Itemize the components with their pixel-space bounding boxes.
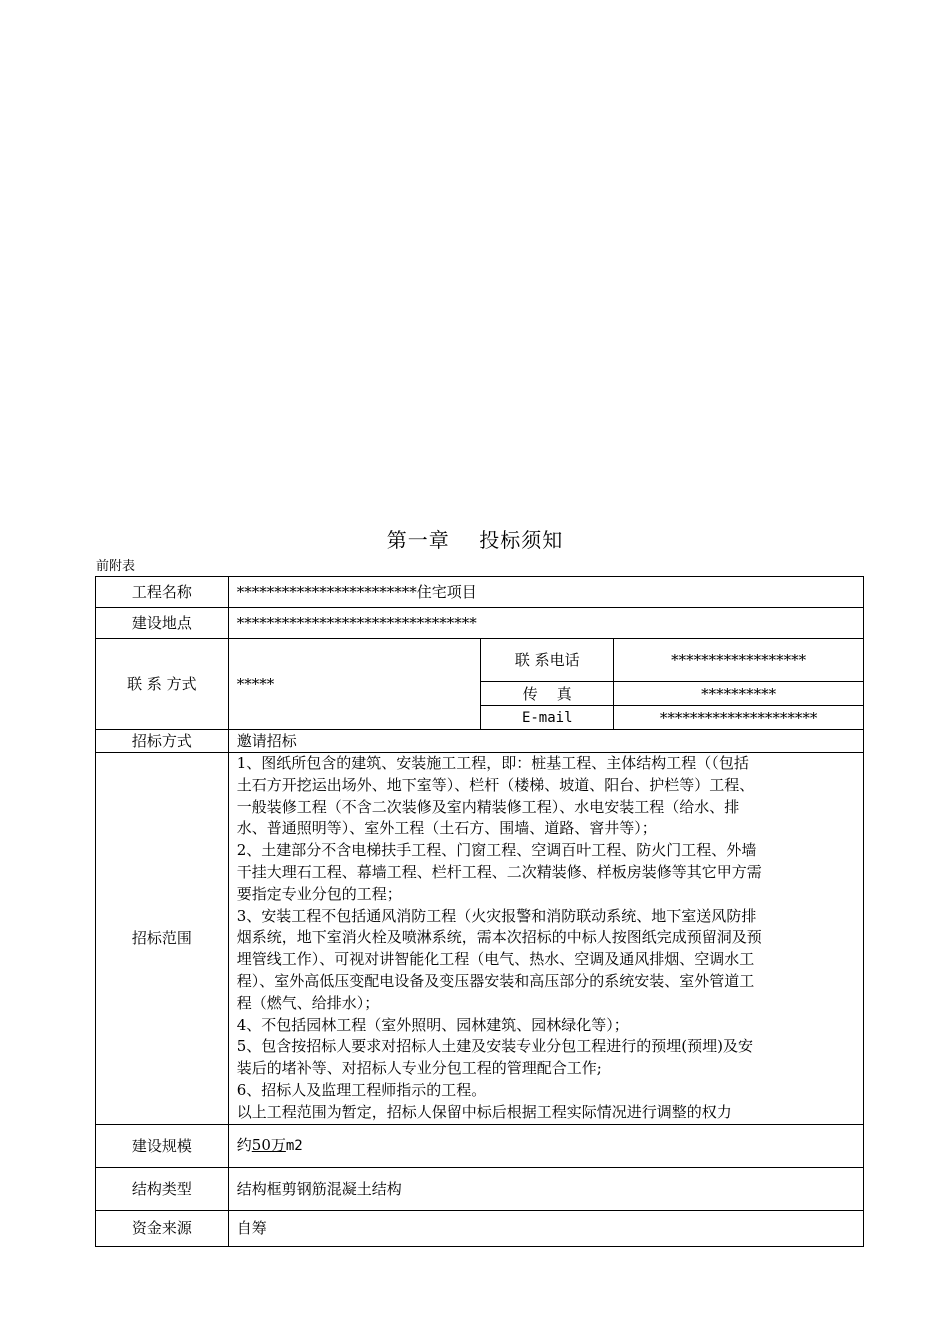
row-project-name	[96, 577, 864, 608]
scope-line: 程（燃气、给排水）；	[236, 993, 380, 1012]
project-name-value: ************************住宅项目	[228, 577, 863, 608]
fax-label: 传 真	[481, 682, 614, 706]
scale-value	[228, 1124, 863, 1167]
structure-value: 结构框剪钢筋混凝土结构	[228, 1167, 863, 1210]
contact-label: 联 系 方式	[96, 639, 229, 730]
scope-line: 一般装修工程（不含二次装修及室内精装修工程）、水电安装工程（给水、排	[236, 797, 740, 816]
contact-value: *****	[228, 639, 481, 730]
structure-label: 结构类型	[96, 1167, 229, 1210]
scope-line: 烟系统，地下室消火栓及喷淋系统，需本次招标的中标人按图纸完成预留洞及预	[236, 928, 762, 947]
row-scale	[96, 1124, 864, 1167]
scope-line: 土石方开挖运出场外、地下室等）、栏杆（楼梯、坡道、阳台、护栏等）工程、	[236, 775, 755, 794]
row-contact-phone	[96, 639, 864, 682]
site-label: 建设地点	[96, 608, 229, 639]
bid-method-value: 邀请招标	[228, 730, 863, 753]
row-structure	[96, 1167, 864, 1210]
row-site	[96, 608, 864, 639]
scope-line: 2、土建部分不含电梯扶手工程、门窗工程、空调百叶工程、防火门工程、外墙	[236, 841, 757, 860]
scope-line: 3、安装工程不包括通风消防工程（火灾报警和消防联动系统、地下室送风防排	[236, 906, 757, 925]
bid-method-label: 招标方式	[96, 730, 229, 753]
row-bid-method	[96, 730, 864, 753]
scale-prefix: 约	[236, 1136, 252, 1155]
chapter-title: 第一章 投标须知	[386, 528, 564, 552]
funding-label: 资金来源	[96, 1210, 229, 1246]
scope-line: 水、普通照明等）、室外工程（土石方、围墙、道路、窨井等）；	[236, 819, 657, 838]
scope-line: 装后的堵补等、对招标人专业分包工程的管理配合工作;	[236, 1059, 602, 1078]
site-value: ********************************	[228, 608, 863, 639]
preface-label: 前附表	[96, 559, 136, 574]
scope-line: 6、招标人及监理工程师指示的工程。	[236, 1080, 487, 1099]
scope-line: 程）、室外高低压变配电设备及变压器安装和高压部分的系统安装、室外管道工	[236, 971, 755, 990]
scope-value	[228, 753, 863, 1125]
funding-value: 自筹	[228, 1210, 863, 1246]
fax-value: **********	[614, 682, 864, 706]
scope-line: 1、图纸所包含的建筑、安装施工工程，即：桩基工程、主体结构工程（（包括	[236, 754, 749, 772]
scope-line: 要指定专业分包的工程；	[236, 884, 402, 903]
scope-line: 4、不包括园林工程（室外照明、园林建筑、园林绿化等）；	[236, 1015, 629, 1034]
scope-label: 招标范围	[96, 753, 229, 1125]
scope-line: 以上工程范围为暂定，招标人保留中标后根据工程实际情况进行调整的权力	[236, 1102, 732, 1121]
email-label: E-mail	[481, 706, 614, 730]
email-value: *********************	[614, 706, 864, 730]
phone-value: ******************	[614, 639, 864, 682]
row-funding	[96, 1210, 864, 1246]
bid-appendix-table	[95, 576, 864, 1247]
project-name-label: 工程名称	[96, 577, 229, 608]
phone-label: 联 系电话	[481, 639, 614, 682]
scale-unit: m2	[285, 1138, 303, 1155]
scale-amount: 50万	[251, 1136, 286, 1155]
scope-line: 埋管线工作）、可视对讲智能化工程（电气、热水、空调及通风排烟、空调水工	[236, 950, 755, 969]
row-scope	[96, 753, 864, 1125]
scope-line: 干挂大理石工程、幕墙工程、栏杆工程、二次精装修、样板房装修等其它甲方需	[236, 862, 762, 881]
scale-label: 建设规模	[96, 1124, 229, 1167]
scope-line: 5、包含按招标人要求对招标人土建及安装专业分包工程进行的预埋(预埋)及安	[236, 1037, 754, 1056]
